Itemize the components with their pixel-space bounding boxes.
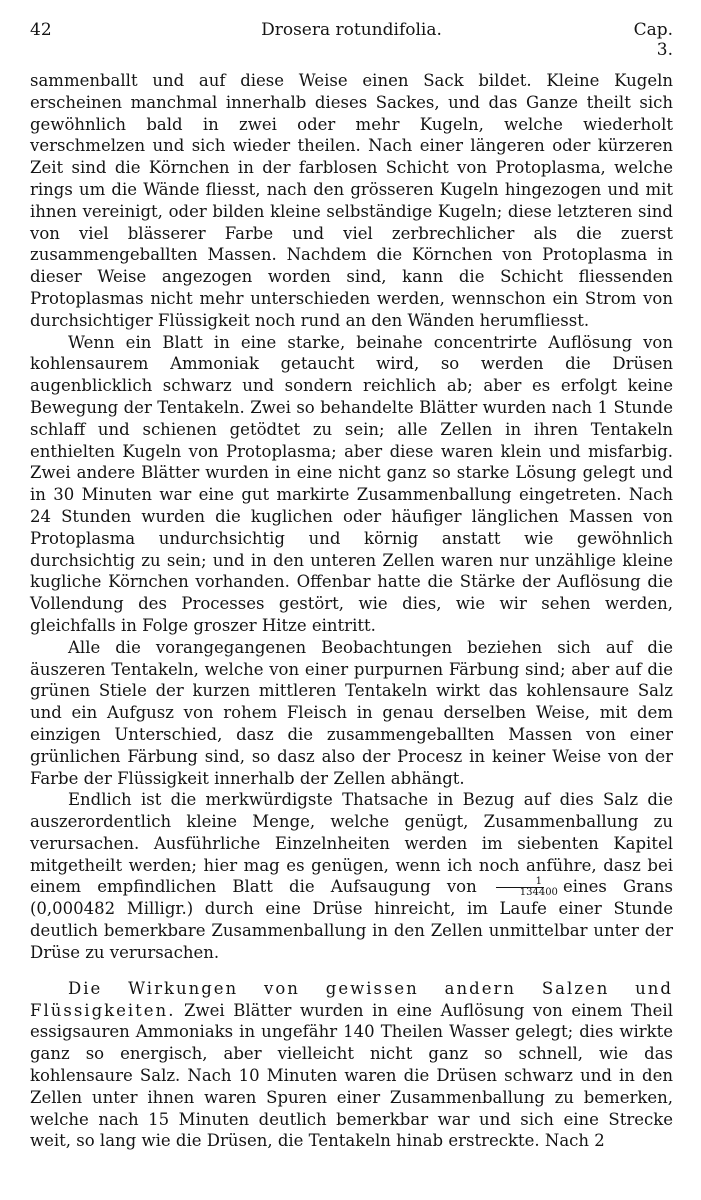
paragraph: sammenballt und auf diese Weise einen Sack bildet. Kleine Kugeln erscheinen manchmal innerhalb dieses Sackes, und das Ganze theilt sich gewöhnlich bald in zwei oder mehr Kugeln, welche wiederholt verschmelzen und sich wieder theilen. Nach einer längeren oder kürzeren Zeit sind die Körnchen in der farblosen Schicht von Protoplasma, welche rings um die Wände fliesst, nach den grösseren Kugeln hingezogen und mit ihnen vereinigt, oder bilden kleine selbständige Kugeln; diese letzteren sind von viel blässerer Farbe und viel zerbrechlicher als die zuerst zusammengeballten Massen. Nachdem die Körnchen von Protoplasma in dieser Weise angezogen worden sind, kann die Schicht fliessenden Protoplasmas nicht mehr unterschieden werden, wennschon ein Strom von durchsichtiger Flüssigkeit noch rund an den Wänden herumfliesst.: [30, 71, 673, 330]
page-number: 42: [30, 20, 52, 40]
chapter-label: Cap. 3.: [633, 20, 673, 60]
paragraph: [30, 789, 673, 964]
paragraph-text: Zwei Blätter wurden in eine Auflösung von einem Theil essigsauren Ammoniaks in ungefähr 140 Theilen Wasser gelegt; dies wirkte ganz so energisch, aber vielleicht nicht ganz so schnell, wie das kohlensaure Salz. Nach 10 Minuten waren die Drüsen schwarz und in den Zellen unter ihnen waren Spuren einer Zusammenballung zu bemerken, welche nach 15 Minuten deutlich bemerkbar war und sich eine Strecke weit, so lang wie die Drüsen, die Tentakeln hinab erstreckte. Nach 2: [30, 1000, 673, 1151]
fraction: [480, 877, 560, 898]
running-head: [30, 20, 673, 60]
fraction-denominator: 134400: [519, 887, 558, 899]
running-title: Drosera rotundifolia.: [261, 20, 442, 40]
fraction-numerator: 1: [496, 877, 544, 888]
paragraph: Alle die vorangegangenen Beobachtungen beziehen sich auf die äuszeren Tentakeln, welche von einer purpurnen Färbung sind; aber auf die grünen Stiele der kurzen mittleren Tentakeln wirkt das kohlensaure Salz und ein Aufgusz von rohem Fleisch in genau derselben Weise, mit dem einzigen Unterschied, dasz die zusammengeballten Massen von einer grünlichen Färbung sind, so dasz also der Procesz in keiner Weise von der Farbe der Flüssigkeit innerhalb der Zellen abhängt.: [30, 637, 673, 788]
paragraph-text: eines Grans (0,000482 Milligr.) durch eine Drüse hinreicht, im Laufe einer Stunde deutlich bemerkbare Zusammenballung in den Zellen unmittelbar unter der Drüse zu verursachen.: [30, 877, 673, 963]
body-text: [30, 70, 673, 1152]
paragraph: Wenn ein Blatt in eine starke, beinahe concentrirte Auflösung von kohlensaurem Ammoniak getaucht wird, so werden die Drüsen augenblicklich schwarz und sondern reichlich ab; aber es erfolgt keine Bewegung der Tentakeln. Zwei so behandelte Blätter wurden nach 1 Stunde schlaff und schienen getödtet zu sein; alle Zellen in ihren Tentakeln enthielten Kugeln von Protoplasma; aber diese waren klein und misfarbig. Zwei andere Blätter wurden in eine nicht ganz so starke Lösung gelegt und in 30 Minuten war eine gut markirte Zusammenballung eingetreten. Nach 24 Stunden wurden die kuglichen oder häufiger länglichen Massen von Protoplasma undurchsichtig und körnig anstatt wie gewöhnlich durchsichtig zu sein; und in den unteren Zellen waren nur unzählige kleine kugliche Körnchen vorhanden. Offenbar hatte die Stärke der Auflösung die Vollendung des Processes gestört, wie dies, wie wir sehen werden, gleichfalls in Folge groszer Hitze eintritt.: [30, 332, 673, 635]
paragraph: [30, 978, 673, 1152]
section-heading: Die Wirkungen von gewissen andern Salzen und Flüssigkeiten.: [30, 978, 673, 1020]
paragraph-text: Endlich ist die merkwürdigste Thatsache in Bezug auf dies Salz die auszerordentlich kleine Menge, welche genügt, Zusammenballung zu verursachen. Ausführliche Einzelnheiten werden im siebenten Kapitel mitgetheilt werden; hier mag es genügen, wenn ich noch anführe, dasz bei einem empfindlichen Blatt die Aufsaugung von: [30, 790, 673, 897]
